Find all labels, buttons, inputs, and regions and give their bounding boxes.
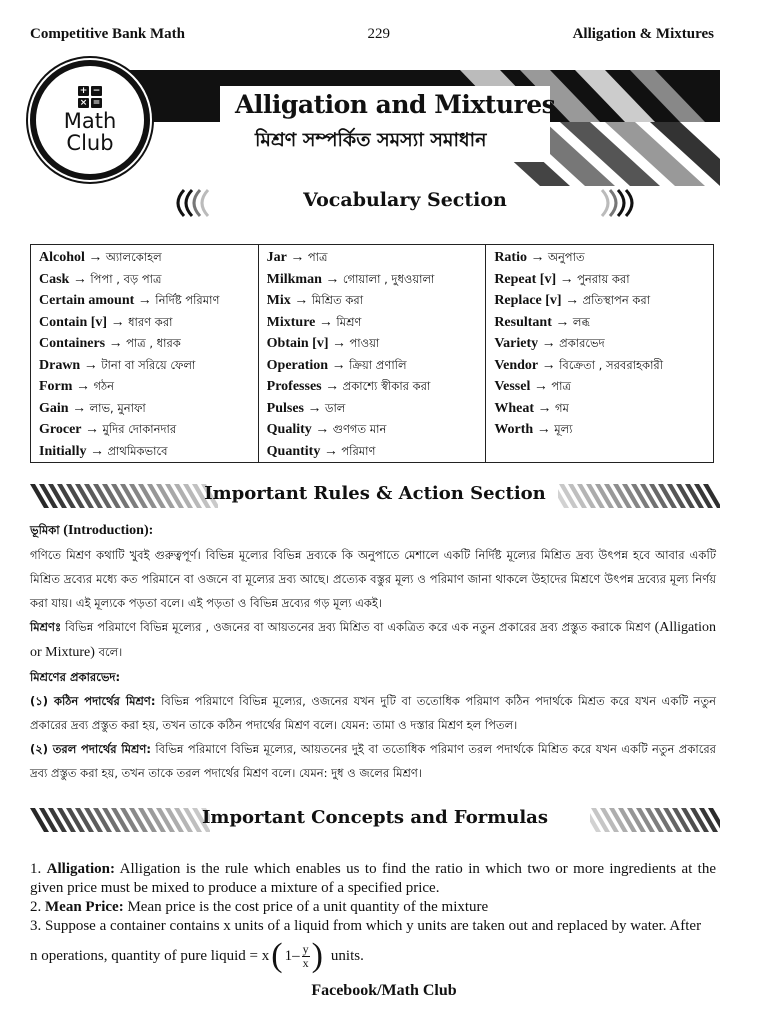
concepts-section-heading	[30, 806, 720, 834]
vocab-english: Pulses	[266, 400, 304, 416]
vocab-entry	[494, 247, 705, 269]
arrow-right-icon: →	[530, 379, 552, 394]
rules-section-title: Important Rules & Action Section	[204, 483, 546, 504]
type-2-text: বিভিন্ন পরিমাণে বিভিন্ন মূল্যের, আয়তনের দুই বা ততোধিক পরিমাণ তরল পদার্থকে মিশ্রিত করে যখন একটি নতুন প্রকারের দ্রব্য প্রস্তুত করা হয়, তখন তাকে তরল পদার্থের মিশ্রণ বলে। যেমন: দুধ ও জলের মিশ্রণ।	[30, 742, 716, 780]
intro-heading-english: (Introduction):	[63, 523, 154, 538]
vocab-bengali: পরিমাণ	[341, 443, 376, 458]
arrow-right-icon: →	[538, 336, 560, 351]
running-header	[30, 24, 714, 44]
chapter-banner	[30, 56, 720, 186]
formula-prefix: n operations, quantity of pure liquid = x	[30, 947, 270, 964]
arrow-right-icon: →	[328, 357, 350, 373]
vocab-bengali: ধারণ করা	[128, 314, 173, 329]
vocab-bengali: পাওয়া	[349, 336, 380, 350]
vocab-entry	[39, 312, 250, 334]
definition-label: মিশ্রণঃ	[30, 620, 62, 634]
vocab-english: Vendor	[494, 357, 539, 373]
arrow-right-icon: →	[321, 379, 343, 394]
arrow-right-icon: →	[315, 314, 337, 330]
formula-close-paren: )	[311, 937, 323, 974]
arrow-right-icon: →	[321, 271, 343, 287]
vocab-bengali: প্রকাশ্যে স্বীকার করা	[342, 379, 431, 393]
concept-2-number: 2.	[30, 899, 42, 915]
vocab-english: Milkman	[266, 271, 322, 287]
vocab-bengali: গুণগত মান	[332, 422, 387, 436]
vocab-english: Containers	[39, 336, 106, 351]
vocabulary-title: Vocabulary Section	[303, 189, 507, 211]
vocab-entry	[39, 441, 250, 463]
arrow-right-icon: →	[526, 250, 548, 265]
arrow-right-icon: →	[69, 271, 91, 287]
vocab-entry	[39, 376, 250, 398]
vocab-entry	[267, 419, 478, 441]
vocab-bengali: টানা বা সরিয়ে ফেলা	[101, 357, 196, 372]
logo-text-club: Club	[66, 131, 114, 155]
arrow-right-icon: →	[538, 357, 560, 373]
arrow-right-icon: →	[84, 250, 106, 265]
vocab-english: Form	[39, 379, 73, 394]
equals-symbol: =	[92, 98, 101, 108]
type-2-paragraph	[30, 737, 716, 785]
rules-body	[30, 518, 716, 785]
vocab-english: Initially	[39, 443, 87, 459]
vocab-bengali: মিশ্রণ	[336, 314, 362, 329]
vocab-english: Gain	[39, 400, 69, 416]
logo-text-math: Math	[63, 109, 117, 133]
vocab-entry	[494, 398, 705, 420]
vocab-english: Alcohol	[39, 250, 85, 265]
vocab-bengali: মূল্য	[554, 422, 573, 436]
vocab-bengali: বিক্রেতা , সরবরাহকারী	[559, 357, 664, 372]
type-1-paragraph	[30, 689, 716, 737]
arrow-right-icon: →	[68, 400, 90, 416]
arrow-right-icon: →	[134, 293, 156, 308]
definition-english-term: (Alligation or Mixture)	[30, 620, 717, 660]
vocab-entry	[494, 419, 705, 441]
arrow-right-icon: →	[80, 357, 102, 373]
rules-section-heading	[30, 482, 720, 510]
types-heading	[30, 665, 716, 689]
arrow-right-icon: →	[556, 271, 578, 287]
vocab-english: Contain [v]	[39, 314, 108, 330]
arrow-right-icon: →	[328, 336, 350, 351]
type-1-label: (১) কঠিন পদার্থের মিশ্রণ:	[30, 694, 156, 708]
types-heading-text: মিশ্রণের প্রকারভেদ:	[30, 670, 121, 684]
arrow-right-icon: →	[320, 443, 342, 459]
vocab-english: Repeat [v]	[494, 271, 557, 287]
vocabulary-table	[30, 244, 714, 463]
vocab-bengali: মিশ্রিত করা	[311, 293, 364, 307]
vocab-bengali: গম	[554, 400, 569, 415]
intro-paragraph: গণিতে মিশ্রণ কথাটি খুবই গুরুত্বপূর্ণ। বিভিন্ন মূল্যের বিভিন্ন দ্রব্যকে কি অনুপাতে মেশালে একটি নির্দিষ্ট মূল্যের মিশ্রিত দ্রব্য উৎপন্ন হবে আবার একটি মিশ্রিত দ্রব্যের মধ্যে কত পরিমানে বা ওজনে বা মূল্যের দ্রব্য আছে। প্রত্যেক বস্তুর মূল্য ও পরিমাণ জানা থাকলে উহাদের মিশ্রণে উৎপন্ন দ্রব্যের মূল্য নির্ণয় করা যায়। এই মূল্যকে পড়তা বলে। এই পড়তা ও বিভিন্ন দ্রব্যের গড় মূল্য একই।	[30, 548, 716, 610]
vocab-entry	[267, 398, 478, 420]
vocab-english: Ratio	[494, 250, 527, 265]
vocab-entry	[39, 398, 250, 420]
arrow-right-icon: →	[72, 379, 94, 394]
concept-3-formula	[30, 936, 716, 976]
vocab-bengali: মুদির দোকানদার	[102, 422, 177, 436]
vocab-entry	[494, 333, 705, 355]
vocab-bengali: অনুপাত	[547, 250, 585, 264]
definition-text: বিভিন্ন পরিমাণে বিভিন্ন মূল্যের , ওজনের বা আয়তনের দ্রব্য মিশ্রিত বা একত্রিত করে এক নতুন প্রকারের দ্রব্য প্রস্তুত করাকে মিশ্রণ	[65, 620, 651, 634]
vocab-bengali: পিপা , বড় পাত্র	[90, 271, 162, 286]
vocab-entry	[267, 376, 478, 398]
vocab-entry	[267, 290, 478, 312]
page-number: 229	[367, 25, 391, 42]
vocab-bengali: পাত্র	[551, 379, 571, 393]
arrow-right-icon: →	[533, 400, 555, 416]
vocab-bengali: ডাল	[325, 400, 346, 415]
vocab-entry	[267, 247, 478, 269]
concept-3-text: Suppose a container contains x units of a liquid from which y units are taken out and replaced by water. After	[45, 918, 702, 934]
vocab-entry	[39, 247, 250, 269]
concept-3-number: 3.	[30, 918, 42, 934]
vocab-english: Quality	[266, 422, 312, 437]
vocab-english: Cask	[39, 271, 70, 287]
arrow-right-icon: →	[551, 314, 573, 330]
arrow-right-icon: →	[86, 443, 108, 459]
concepts-list	[30, 860, 716, 976]
concept-item-2	[30, 898, 716, 917]
arrow-right-icon: →	[105, 336, 127, 351]
vocab-english: Worth	[494, 422, 534, 437]
arrow-right-icon: →	[81, 422, 103, 437]
intro-heading-bengali: ভূমিকা	[30, 523, 60, 537]
math-club-logo	[30, 60, 150, 180]
vocab-entry	[39, 419, 250, 441]
arrow-right-icon: →	[304, 400, 325, 416]
vocab-english: Replace [v]	[494, 293, 562, 308]
fraction-numerator: y	[302, 941, 309, 956]
plus-symbol: +	[79, 86, 88, 96]
vocab-bengali: অ্যালকোহল	[105, 250, 162, 264]
chapter-title: Alligation and Mixtures	[235, 90, 556, 119]
vocab-entry	[39, 333, 250, 355]
concept-2-term: Mean Price:	[45, 899, 124, 915]
vocab-bengali: প্রতিস্থাপন করা	[582, 293, 651, 307]
vocab-entry	[494, 355, 705, 377]
vocab-entry	[39, 269, 250, 291]
definition-tail: বলে।	[98, 645, 123, 659]
vocab-english: Operation	[266, 357, 329, 373]
vocab-entry	[494, 290, 705, 312]
arrow-right-icon: →	[561, 293, 583, 308]
vocab-english: Drawn	[39, 357, 81, 373]
vocab-entry	[39, 355, 250, 377]
arrow-right-icon: →	[107, 314, 129, 330]
vocab-bengali: পাত্র , ধারক	[126, 336, 181, 350]
formula-one-minus: 1–	[284, 947, 300, 964]
vocab-column-2	[258, 245, 486, 463]
concept-1-number: 1.	[30, 861, 42, 877]
formula-fraction	[302, 943, 310, 970]
arrow-right-icon: →	[533, 422, 555, 437]
minus-symbol: −	[92, 86, 101, 96]
vocab-english: Obtain [v]	[266, 336, 329, 351]
concept-1-term: Alligation:	[46, 861, 116, 877]
times-symbol: ×	[79, 98, 88, 108]
vocab-bengali: গোয়ালা , দুধওয়ালা	[342, 271, 435, 286]
vocab-english: Quantity	[266, 443, 321, 459]
vocab-bengali: ক্রিয়া প্রণালি	[349, 357, 407, 372]
vocab-bengali: নির্দিষ্ট পরিমাণ	[155, 293, 220, 307]
vocab-entry	[267, 312, 478, 334]
vocab-entry	[267, 355, 478, 377]
vocab-bengali: প্রকারভেদ	[559, 336, 605, 350]
fraction-denominator: x	[302, 955, 309, 970]
vocab-column-3	[486, 245, 714, 463]
vocabulary-section-heading	[170, 186, 640, 220]
vocab-english: Certain amount	[39, 293, 135, 308]
vocab-entry	[494, 269, 705, 291]
vocab-entry	[494, 376, 705, 398]
vocab-bengali: পুনরায় করা	[577, 271, 630, 286]
vocab-entry	[267, 333, 478, 355]
vocab-english: Wheat	[494, 400, 534, 416]
vocab-bengali: পাত্র	[307, 250, 328, 264]
calculator-icon	[78, 86, 102, 108]
intro-heading	[30, 518, 716, 543]
vocab-bengali: গঠন	[93, 379, 114, 393]
type-1-text: বিভিন্ন পরিমাণে বিভিন্ন মূল্যের, ওজনের যখন দুটি বা ততোধিক পরিমাণ কঠিন পদার্থকে মিশ্রত করে যখন একটি নতুন প্রকারের দ্রব্য প্রস্তুত করা হয়, তখন তাকে কঠিন পদার্থের মিশ্রণ বলে। যেমন: তামা ও দস্তার মিশ্রণ হল পিতল।	[30, 694, 717, 732]
arrow-right-icon: →	[290, 293, 312, 308]
vocab-entry	[267, 441, 478, 463]
formula-open-paren: (	[271, 937, 283, 974]
chapter-subtitle-bengali: মিশ্রণ সম্পর্কিত সমস্যা সমাধান	[255, 129, 487, 151]
concepts-section-title: Important Concepts and Formulas	[202, 807, 548, 828]
vocab-english: Mix	[266, 293, 291, 308]
vocab-english: Jar	[266, 250, 287, 265]
vocab-english: Variety	[494, 336, 539, 351]
definition-paragraph	[30, 615, 716, 665]
vocab-english: Mixture	[266, 314, 316, 330]
vocab-english: Resultant	[494, 314, 552, 330]
concept-item-3	[30, 917, 716, 936]
vocab-english: Professes	[266, 379, 322, 394]
type-2-label: (২) তরল পদার্থের মিশ্রণ:	[30, 742, 151, 756]
arrow-right-icon: →	[286, 250, 308, 265]
vocab-entry	[39, 290, 250, 312]
vocab-bengali: লব্ধ	[572, 314, 590, 329]
page-footer: Facebook/Math Club	[311, 982, 457, 999]
concept-2-text: Mean price is the cost price of a unit quantity of the mixture	[127, 899, 489, 915]
vocab-bengali: প্রাথমিকভাবে	[107, 443, 168, 458]
header-book-title: Competitive Bank Math	[30, 25, 185, 42]
vocab-column-1	[31, 245, 259, 463]
vocab-entry	[267, 269, 478, 291]
vocab-bengali: লাভ, মুনাফা	[89, 400, 146, 415]
formula-suffix: units.	[330, 947, 364, 964]
concept-1-text: Alligation is the rule which enables us to find the ratio in which two or more ingredients at the given price must be mixed to produce a mixture of a specified price.	[30, 861, 716, 896]
arrow-right-icon: →	[311, 422, 333, 437]
vocab-english: Grocer	[39, 422, 82, 437]
concept-item-1	[30, 860, 716, 898]
vocab-entry	[494, 312, 705, 334]
header-chapter-title: Alligation & Mixtures	[572, 25, 714, 42]
vocab-english: Vessel	[494, 379, 531, 394]
